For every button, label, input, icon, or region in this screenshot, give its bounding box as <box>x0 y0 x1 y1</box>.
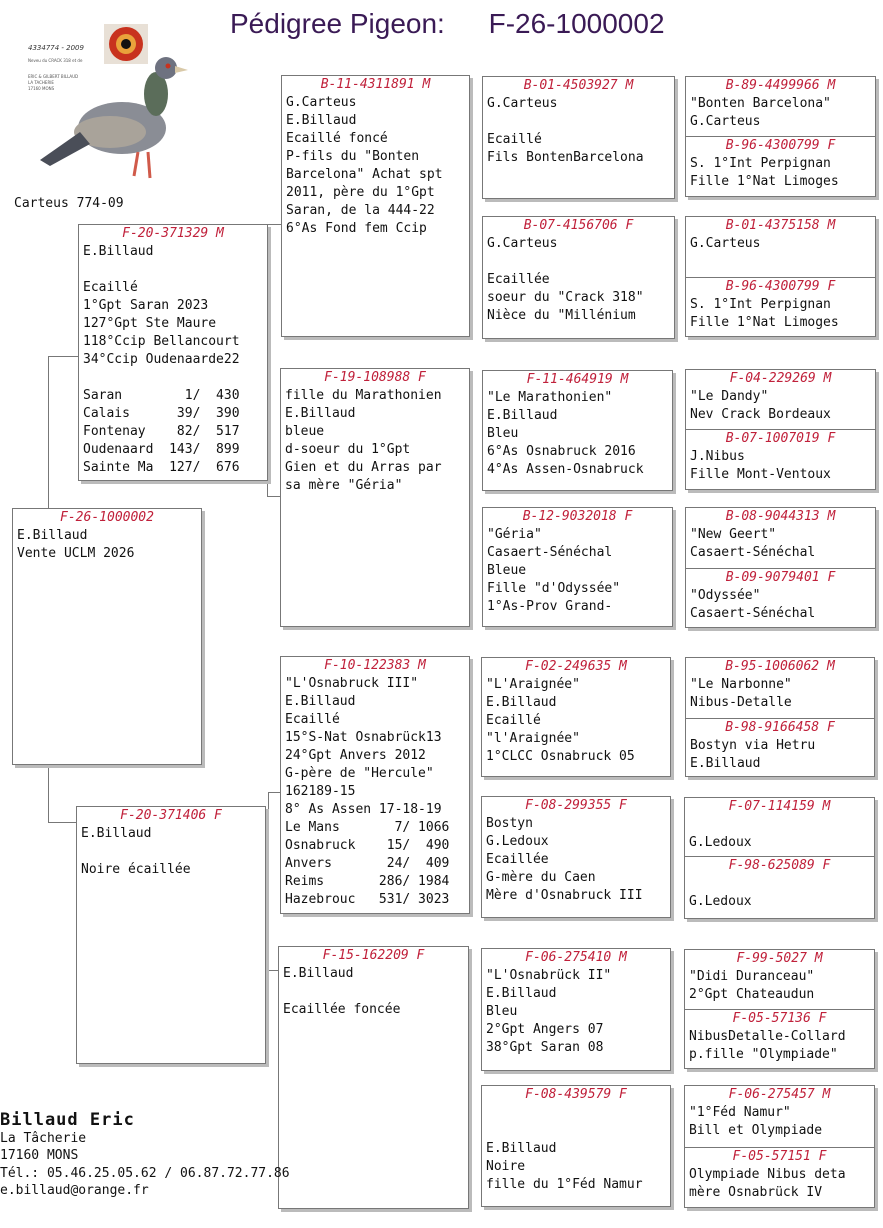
pigeon-line: Anvers 24/ 409 <box>285 856 450 871</box>
photo-ring: 4334774 - 2009 <box>28 44 84 52</box>
pigeon-line <box>483 113 674 131</box>
pigeon-line: Reims 286/ 1984 <box>285 874 450 889</box>
pigeon-line: Nev Crack Bordeaux <box>690 407 831 422</box>
pigeon-line: Casaert-Sénéchal <box>690 545 816 560</box>
ancestor-pair-card[interactable] <box>684 949 875 1069</box>
pigeon-line: NibusDetalle-Collard <box>689 1029 846 1044</box>
pigeon-line: 8° As Assen 17-18-19 <box>285 802 442 817</box>
pigeon-line <box>685 816 874 834</box>
pigeon-line: G.Carteus <box>286 95 357 110</box>
ancestor-card[interactable] <box>482 507 673 627</box>
pigeon-line: "Bonten Barcelona" <box>690 96 831 111</box>
eye-icon <box>104 24 148 64</box>
pigeon-ring: F-04-229269 M <box>729 371 832 386</box>
pigeon-line: "New Geert" <box>690 527 777 542</box>
ancestor-card[interactable] <box>481 948 671 1071</box>
pigeon-line: G.Carteus <box>690 114 761 129</box>
pigeon-line <box>685 875 874 893</box>
pigeon-ring: B-96-4300799 F <box>725 138 836 153</box>
sire-line: 118°Ccip Bellancourt <box>83 334 240 349</box>
connector <box>48 356 80 357</box>
pigeon-line: G-mère du Caen <box>486 870 596 885</box>
pigeon-line: bleue <box>285 424 325 439</box>
pigeon-line: "Géria" <box>487 527 542 542</box>
pigeon-line: Ecaillée foncée <box>283 1002 401 1017</box>
ancestor-card[interactable] <box>481 1085 671 1207</box>
grandsire-maternal-card[interactable] <box>280 656 470 914</box>
pigeon-ring: F-15-162209 F <box>322 948 425 963</box>
pigeon-line: Fille 1°Nat Limoges <box>690 315 839 330</box>
sire-line: 1°Gpt Saran 2023 <box>83 298 209 313</box>
owner-email[interactable]: e.billaud@orange.fr <box>0 1183 149 1198</box>
pigeon-line: G.Ledoux <box>689 894 752 909</box>
pigeon-line: 1°CLCC Osnabruck 05 <box>486 749 635 764</box>
sire-result: Sainte Ma 127/ 676 <box>83 460 240 475</box>
pigeon-line: 162189-15 <box>285 784 356 799</box>
pigeon-ring: B-09-9079401 F <box>725 570 836 585</box>
connector <box>267 496 281 497</box>
connector <box>268 792 280 793</box>
pigeon-line: Le Mans 7/ 1066 <box>285 820 450 835</box>
pigeon-ring: F-06-275457 M <box>728 1087 831 1102</box>
granddam-paternal-card[interactable] <box>280 368 470 627</box>
pigeon-line: "Didi Duranceau" <box>689 969 815 984</box>
pigeon-line: Osnabruck 15/ 490 <box>285 838 450 853</box>
pigeon-line: Hazebrouc 531/ 3023 <box>285 892 450 907</box>
ancestor-pair-card[interactable] <box>684 1085 875 1208</box>
pigeon-line: Bostyn via Hetru <box>690 738 816 753</box>
sire-line <box>79 261 267 279</box>
dam-line: E.Billaud <box>81 826 152 841</box>
pigeon-line: "l'Araignée" <box>486 731 580 746</box>
pigeon-ring: B-07-4156706 F <box>523 218 634 233</box>
pigeon-line <box>482 1104 670 1122</box>
pigeon-line: Ecaillé foncé <box>286 131 388 146</box>
pigeon-line: Nièce du "Millénium <box>487 308 636 323</box>
pigeon-ring: B-01-4375158 M <box>725 218 836 233</box>
pigeon-line: Casaert-Sénéchal <box>487 545 613 560</box>
pigeon-line: E.Billaud <box>487 408 558 423</box>
subject-line: E.Billaud <box>17 528 88 543</box>
pigeon-line: "1°Féd Namur" <box>689 1105 791 1120</box>
pigeon-ring: F-08-299355 F <box>525 798 627 813</box>
title-ring: F-26-1000002 <box>488 8 665 39</box>
pigeon-line: "Odyssée" <box>690 588 761 603</box>
pigeon-line: 1°As-Prov Grand- <box>487 599 613 614</box>
connector <box>267 224 281 225</box>
pigeon-line: Olympiade Nibus deta <box>689 1167 846 1182</box>
dam-card[interactable] <box>76 806 266 1064</box>
pigeon-line: "Le Narbonne" <box>690 677 792 692</box>
pigeon-line: Bleue <box>487 563 527 578</box>
pigeon-line <box>483 253 674 271</box>
pigeon-ring: B-96-4300799 F <box>725 279 836 294</box>
pigeon-line: Fille "d'Odyssée" <box>487 581 621 596</box>
pigeon-line: Fille 1°Nat Limoges <box>690 174 839 189</box>
pigeon-line: Nibus-Detalle <box>690 695 792 710</box>
pigeon-ring: B-07-1007019 F <box>725 431 836 446</box>
ancestor-pair-card[interactable] <box>685 216 876 337</box>
pigeon-line: fille du 1°Féd Namur <box>486 1177 643 1192</box>
pigeon-line: E.Billaud <box>486 1141 557 1156</box>
pigeon-ring: F-06-275410 M <box>525 950 627 965</box>
pigeon-photo <box>20 20 200 192</box>
pigeon-line <box>686 253 875 271</box>
pigeon-line: G.Carteus <box>487 96 558 111</box>
pigeon-line: Noire <box>486 1159 526 1174</box>
pigeon-line: Fille Mont-Ventoux <box>690 467 831 482</box>
pigeon-line: S. 1°Int Perpignan <box>690 156 831 171</box>
pigeon-ring: F-05-57136 F <box>732 1011 827 1026</box>
pigeon-ring: F-99-5027 M <box>736 951 823 966</box>
pigeon-line: p.fille "Olympiade" <box>689 1047 838 1062</box>
sire-result: Fontenay 82/ 517 <box>83 424 240 439</box>
pigeon-line: E.Billaud <box>690 756 761 771</box>
pigeon-ring: B-95-1006062 M <box>725 659 835 674</box>
grandsire-paternal-card[interactable] <box>281 75 470 337</box>
pigeon-ring: B-11-4311891 M <box>320 77 431 92</box>
pigeon-line: E.Billaud <box>486 695 557 710</box>
pigeon-line <box>482 1122 670 1140</box>
pigeon-line: "L'Osnabrück II" <box>486 968 612 983</box>
sire-line: 127°Gpt Ste Maure <box>83 316 217 331</box>
owner-city: 17160 MONS <box>0 1148 79 1163</box>
pigeon-line: Ecaillé <box>486 713 541 728</box>
pigeon-line: Ecaillée <box>487 272 550 287</box>
ancestor-pair-card[interactable] <box>685 76 876 197</box>
owner-phone: Tél.: 05.46.25.05.62 / 06.87.72.77.86 <box>0 1165 290 1181</box>
photo-line: 17160 MONS <box>28 86 55 91</box>
dam-line <box>77 843 265 861</box>
pigeon-line: Ecaillée <box>486 852 549 867</box>
pigeon-line: S. 1°Int Perpignan <box>690 297 831 312</box>
pigeon-ring: F-02-249635 M <box>525 659 627 674</box>
sire-line: E.Billaud <box>83 244 154 259</box>
owner-block <box>0 1112 290 1200</box>
sire-line: 34°Ccip Oudenaarde22 <box>83 352 240 367</box>
pigeon-ring: F-98-625089 F <box>728 858 831 873</box>
pigeon-line: E.Billaud <box>486 986 557 1001</box>
pigeon-line: G-père de "Hercule" <box>285 766 434 781</box>
pigeon-line: G.Ledoux <box>486 834 549 849</box>
pigeon-line: "L'Osnabruck III" <box>285 676 419 691</box>
pigeon-ring: F-07-114159 M <box>728 799 831 814</box>
subject-card[interactable] <box>12 508 202 765</box>
pigeon-line: 2°Gpt Chateaudun <box>689 987 815 1002</box>
pigeon-ring: F-05-57151 F <box>732 1149 827 1164</box>
ancestor-card[interactable] <box>481 796 671 918</box>
pigeon-line: Bleu <box>486 1004 518 1019</box>
pigeon-ring: B-08-9044313 M <box>725 509 836 524</box>
pigeon-line: mère Osnabrück IV <box>689 1185 823 1200</box>
pigeon-line: 2°Gpt Angers 07 <box>486 1022 604 1037</box>
pigeon-line: 6°As Osnabruck 2016 <box>487 444 636 459</box>
photo-caption: Carteus 774-09 <box>14 196 124 211</box>
sire-card[interactable] <box>78 224 268 481</box>
pigeon-line: fille du Marathonien <box>285 388 442 403</box>
ancestor-pair-card[interactable] <box>685 507 876 628</box>
ancestor-pair-card[interactable] <box>684 797 875 919</box>
pigeon-line: J.Nibus <box>690 449 745 464</box>
pigeon-line <box>279 983 468 1001</box>
pigeon-line: Barcelona" Achat spt <box>286 167 443 182</box>
sire-line: Ecaillé <box>83 280 138 295</box>
pigeon-line: Ecaillé <box>487 132 542 147</box>
pigeon-line: Fils BontenBarcelona <box>487 150 644 165</box>
title-label: Pédigree Pigeon: <box>230 8 445 39</box>
pigeon-line: 38°Gpt Saran 08 <box>486 1040 604 1055</box>
pigeon-ring: B-01-4503927 M <box>523 78 634 93</box>
photo-line: ERIC & GILBERT BILLAUD <box>28 74 79 79</box>
ancestor-card[interactable] <box>482 76 675 199</box>
pigeon-line: "Le Dandy" <box>690 389 769 404</box>
connector <box>48 822 78 823</box>
dam-line: Noire écaillée <box>81 862 191 877</box>
subject-ring: F-26-1000002 <box>60 510 154 525</box>
pigeon-line: G.Carteus <box>690 236 761 251</box>
pigeon-line: P-fils du "Bonten <box>286 149 420 164</box>
sire-ring: F-20-371329 M <box>122 226 224 241</box>
pigeon-line: E.Billaud <box>283 966 354 981</box>
pigeon-line: E.Billaud <box>286 113 357 128</box>
owner-address: La Tâcherie <box>0 1130 87 1146</box>
pigeon-line: d-soeur du 1°Gpt <box>285 442 411 457</box>
pigeon-line: Casaert-Sénéchal <box>690 606 816 621</box>
pigeon-ring: B-98-9166458 F <box>725 720 835 735</box>
pigeon-line: 24°Gpt Anvers 2012 <box>285 748 426 763</box>
pigeon-line: Saran, de la 444-22 <box>286 203 435 218</box>
ancestor-card[interactable] <box>481 657 671 777</box>
pigeon-ring: F-08-439579 F <box>525 1087 627 1102</box>
connector <box>268 792 269 970</box>
pigeon-line: E.Billaud <box>285 406 356 421</box>
page-title <box>230 8 665 40</box>
pigeon-line: Bostyn <box>486 816 533 831</box>
sire-result: Oudenaard 143/ 899 <box>83 442 240 457</box>
subject-line: Vente UCLM 2026 <box>17 546 135 561</box>
pigeon-line: G.Carteus <box>487 236 558 251</box>
pigeon-line: 2011, père du 1°Gpt <box>286 185 435 200</box>
owner-name: Billaud Eric <box>0 1110 135 1130</box>
pigeon-ring: F-19-108988 F <box>324 370 426 385</box>
ancestor-card[interactable] <box>482 370 673 491</box>
pigeon-line: Bill et Olympiade <box>689 1123 823 1138</box>
ancestor-pair-card[interactable] <box>685 369 876 490</box>
sire-result: Saran 1/ 430 <box>83 388 240 403</box>
pigeon-line: sa mère "Géria" <box>285 478 403 493</box>
pigeon-line: G.Ledoux <box>689 835 752 850</box>
photo-line: LA TACHERIE <box>28 80 54 85</box>
pigeon-line: "L'Araignée" <box>486 677 580 692</box>
pigeon-line: Mère d'Osnabruck III <box>486 888 643 903</box>
pigeon-line: Bleu <box>487 426 519 441</box>
pigeon-line: "Le Marathonien" <box>487 390 613 405</box>
ancestor-card[interactable] <box>482 216 675 339</box>
pigeon-line: E.Billaud <box>285 694 356 709</box>
pigeon-line: 15°S-Nat Osnabrück13 <box>285 730 442 745</box>
pigeon-line: 4°As Assen-Osnabruck <box>487 462 644 477</box>
pigeon-line: 6°As Fond fem Ccip <box>286 221 427 236</box>
photo-line: Neveu du CRACK 318 et de <box>28 58 83 63</box>
pigeon-line: Gien et du Arras par <box>285 460 442 475</box>
pigeon-ring: F-10-122383 M <box>324 658 426 673</box>
pigeon-line: Ecaillé <box>285 712 340 727</box>
ancestor-pair-card[interactable] <box>685 657 875 777</box>
dam-ring: F-20-371406 F <box>120 808 222 823</box>
pigeon-ring: B-89-4499966 M <box>725 78 836 93</box>
pigeon-line: soeur du "Crack 318" <box>487 290 644 305</box>
pigeon-ring: B-12-9032018 F <box>522 509 633 524</box>
sire-result: Calais 39/ 390 <box>83 406 240 421</box>
pigeon-ring: F-11-464919 M <box>526 372 629 387</box>
granddam-maternal-card[interactable] <box>278 946 469 1209</box>
